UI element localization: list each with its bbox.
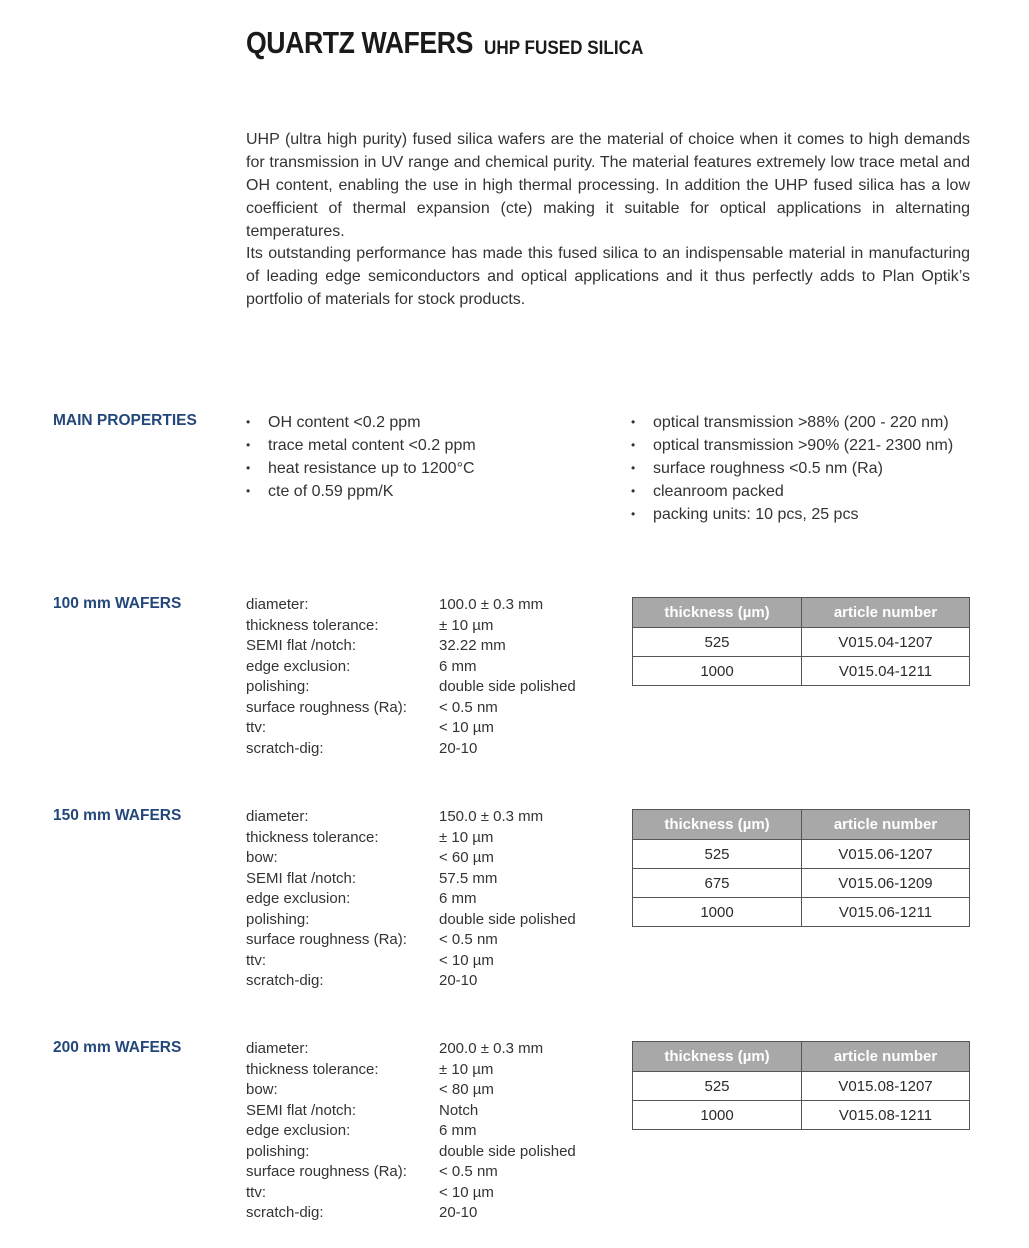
spec-key: scratch-dig:: [246, 972, 324, 989]
spec-value: < 60 µm: [439, 849, 494, 866]
table-row: [633, 869, 970, 898]
wafers-200-specs: [246, 1039, 576, 1224]
spec-value: < 10 µm: [439, 951, 494, 969]
article-number-cell: V015.06-1207: [802, 840, 970, 869]
spec-key: thickness tolerance:: [246, 616, 379, 634]
article-number-cell: V015.04-1207: [802, 628, 970, 657]
spec-row: [246, 910, 576, 931]
spec-key: diameter:: [246, 596, 309, 613]
table-row: [633, 657, 970, 686]
spec-key: ttv:: [246, 1183, 267, 1201]
spec-row: [246, 698, 576, 719]
spec-row: [246, 1121, 576, 1142]
title-main: QUARTZ WAFERS: [246, 25, 473, 60]
spec-key: surface roughness (Ra):: [246, 931, 407, 948]
title-subtitle: UHP FUSED SILICA: [484, 38, 644, 59]
spec-key: thickness tolerance:: [246, 1060, 379, 1078]
spec-row: [246, 889, 576, 910]
intro-paragraph-2: Its outstanding performance has made this fused silica to an indispensable material in manufacturing of leading edge semiconductors and optical applications and it thus perfectly adds to Plan Optik’s portfolio of materials for stock products.: [246, 245, 970, 308]
property-item: • heat resistance up to 1200°C: [246, 457, 476, 480]
spec-row: [246, 971, 576, 992]
spec-key: polishing:: [246, 678, 310, 695]
thickness-cell: 1000: [633, 898, 802, 927]
article-number-cell: V015.08-1211: [802, 1101, 970, 1130]
spec-value: < 80 µm: [439, 1081, 494, 1098]
spec-key: bow:: [246, 1081, 278, 1098]
article-number-header: article number: [802, 1042, 970, 1072]
table-header-row: [633, 1042, 970, 1072]
intro-paragraph-1: UHP (ultra high purity) fused silica wafers are the material of choice when it comes to high demands for transmission in UV range and chemical purity. The material features extremely low trace metal and OH content, enabling the use in high thermal processing. In addition the UHP fused silica has a low coefficient of thermal expansion (cte) making it suitable for optical applications in alternating temperatures.: [246, 131, 970, 240]
spec-row: [246, 718, 576, 739]
property-item: • packing units: 10 pcs, 25 pcs: [631, 503, 953, 526]
thickness-cell: 525: [633, 840, 802, 869]
spec-value: 6 mm: [439, 657, 477, 675]
table-row: [633, 1072, 970, 1101]
spec-key: ttv:: [246, 951, 267, 969]
spec-row: [246, 1183, 576, 1204]
spec-value: 57.5 mm: [439, 869, 498, 887]
spec-value: ± 10 µm: [439, 616, 494, 634]
main-properties-label: MAIN PROPERTIES: [53, 412, 197, 429]
spec-key: thickness tolerance:: [246, 828, 379, 846]
main-properties-list-right: [631, 411, 953, 526]
property-item: • optical transmission >90% (221- 2300 nm): [631, 434, 953, 457]
spec-value: ± 10 µm: [439, 1060, 494, 1078]
spec-value: 20-10: [439, 972, 478, 989]
wafers-100-article-table: [632, 597, 970, 686]
table-header-row: [633, 810, 970, 840]
spec-row: [246, 1060, 576, 1081]
spec-key: scratch-dig:: [246, 1204, 324, 1221]
spec-value: 6 mm: [439, 890, 477, 907]
spec-key: SEMI flat /notch:: [246, 637, 357, 654]
spec-key: SEMI flat /notch:: [246, 869, 357, 887]
spec-row: [246, 869, 576, 890]
spec-row: [246, 1080, 576, 1101]
spec-key: diameter:: [246, 1040, 309, 1057]
table-row: [633, 898, 970, 927]
thickness-cell: 675: [633, 869, 802, 898]
spec-value: < 10 µm: [439, 719, 494, 736]
spec-row: [246, 1203, 576, 1224]
spec-value: double side polished: [439, 678, 576, 695]
wafers-200-article-table: [632, 1041, 970, 1130]
spec-key: edge exclusion:: [246, 657, 351, 675]
article-number-header: article number: [802, 810, 970, 840]
spec-row: [246, 595, 576, 616]
spec-row: [246, 1142, 576, 1163]
wafers-150-article-table: [632, 809, 970, 927]
spec-key: surface roughness (Ra):: [246, 1163, 407, 1180]
table-row: [633, 628, 970, 657]
spec-key: surface roughness (Ra):: [246, 698, 407, 716]
spec-value: double side polished: [439, 1142, 576, 1160]
spec-value: 32.22 mm: [439, 637, 506, 654]
spec-key: ttv:: [246, 719, 267, 736]
spec-key: bow:: [246, 849, 278, 866]
wafers-100-specs: [246, 595, 576, 759]
article-number-cell: V015.04-1211: [802, 657, 970, 686]
spec-key: scratch-dig:: [246, 739, 324, 757]
spec-row: [246, 1162, 576, 1183]
spec-row: [246, 616, 576, 637]
article-number-header: article number: [802, 598, 970, 628]
spec-row: [246, 636, 576, 657]
spec-row: [246, 1101, 576, 1122]
main-properties-list-left: [246, 411, 476, 503]
spec-row: [246, 1039, 576, 1060]
wafers-100-label: 100 mm WAFERS: [53, 595, 182, 612]
property-item: • cte of 0.59 ppm/K: [246, 480, 476, 503]
wafers-150-specs: [246, 807, 576, 992]
spec-value: 20-10: [439, 1204, 478, 1221]
thickness-cell: 1000: [633, 657, 802, 686]
spec-row: [246, 657, 576, 678]
spec-value: double side polished: [439, 910, 576, 928]
spec-value: < 0.5 nm: [439, 698, 498, 716]
spec-key: edge exclusion:: [246, 890, 351, 907]
spec-value: 20-10: [439, 739, 478, 757]
article-number-cell: V015.06-1211: [802, 898, 970, 927]
spec-key: SEMI flat /notch:: [246, 1101, 357, 1119]
wafers-150-label: 150 mm WAFERS: [53, 807, 182, 824]
spec-row: [246, 848, 576, 869]
spec-value: 200.0 ± 0.3 mm: [439, 1040, 544, 1057]
property-item: • surface roughness <0.5 nm (Ra): [631, 457, 953, 480]
spec-key: polishing:: [246, 1142, 310, 1160]
spec-value: Notch: [439, 1101, 479, 1119]
property-item: • optical transmission >88% (200 - 220 nm): [631, 411, 953, 434]
spec-value: ± 10 µm: [439, 828, 494, 846]
property-item: • cleanroom packed: [631, 480, 953, 503]
thickness-cell: 525: [633, 628, 802, 657]
thickness-header: thickness (µm): [633, 810, 802, 840]
page-title: [246, 24, 644, 61]
spec-row: [246, 739, 576, 760]
property-item: • trace metal content <0.2 ppm: [246, 434, 476, 457]
thickness-cell: 1000: [633, 1101, 802, 1130]
table-row: [633, 1101, 970, 1130]
spec-value: 6 mm: [439, 1122, 477, 1139]
table-row: [633, 840, 970, 869]
spec-row: [246, 828, 576, 849]
spec-value: < 0.5 nm: [439, 931, 498, 948]
thickness-header: thickness (µm): [633, 1042, 802, 1072]
thickness-header: thickness (µm): [633, 598, 802, 628]
spec-row: [246, 951, 576, 972]
spec-key: diameter:: [246, 808, 309, 825]
property-item: • OH content <0.2 ppm: [246, 411, 476, 434]
spec-row: [246, 807, 576, 828]
wafers-200-label: 200 mm WAFERS: [53, 1039, 182, 1056]
spec-value: < 0.5 nm: [439, 1163, 498, 1180]
spec-value: 100.0 ± 0.3 mm: [439, 596, 544, 613]
spec-row: [246, 930, 576, 951]
article-number-cell: V015.08-1207: [802, 1072, 970, 1101]
article-number-cell: V015.06-1209: [802, 869, 970, 898]
spec-key: edge exclusion:: [246, 1122, 351, 1139]
table-header-row: [633, 598, 970, 628]
spec-value: 150.0 ± 0.3 mm: [439, 808, 544, 825]
thickness-cell: 525: [633, 1072, 802, 1101]
spec-key: polishing:: [246, 910, 310, 928]
spec-row: [246, 677, 576, 698]
spec-value: < 10 µm: [439, 1183, 494, 1201]
